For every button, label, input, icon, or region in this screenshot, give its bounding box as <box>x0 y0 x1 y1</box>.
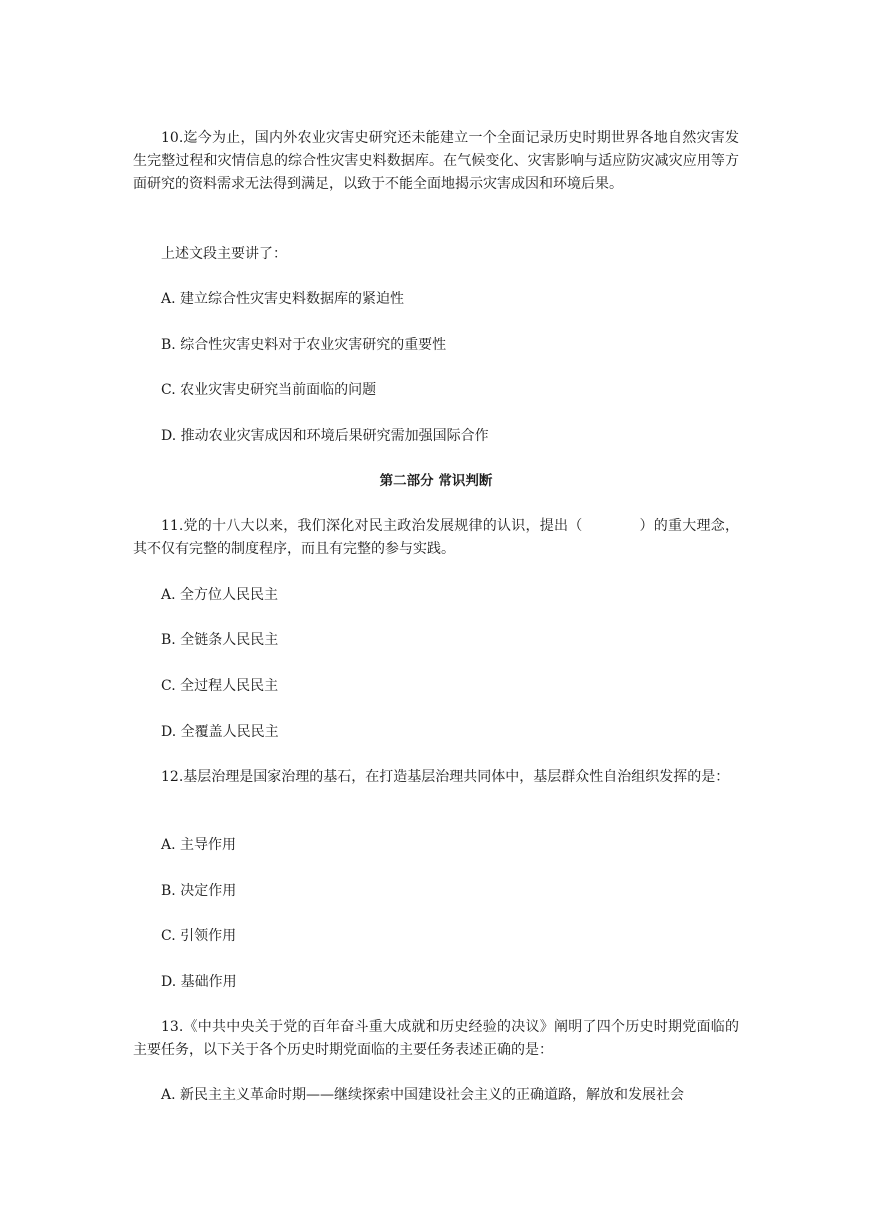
question-13-stem: 13.《中共中央关于党的百年奋斗重大成就和历史经验的决议》阐明了四个历史时期党面临的主要任务，以下关于各个历史时期党面临的主要任务表述正确的是： <box>133 1019 739 1058</box>
question-12-stem: 12.基层治理是国家治理的基石，在打造基层治理共同体中，基层群众性自治组织发挥的是： <box>161 769 730 785</box>
question-12-option-b: B. 决定作用 <box>161 883 237 899</box>
question-11-option-b: B. 全链条人民民主 <box>161 632 279 648</box>
question-10-option-a: A. 建立综合性灾害史料数据库的紧迫性 <box>161 291 405 307</box>
question-10-option-b: B. 综合性灾害史料对于农业灾害研究的重要性 <box>161 337 447 353</box>
question-12-option-c: C. 引领作用 <box>161 928 237 944</box>
question-11-option-a: A. 全方位人民民主 <box>161 587 279 603</box>
question-10-prompt: 上述文段主要讲了： <box>161 246 287 262</box>
question-10-stem: 10.迄今为止，国内外农业灾害史研究还未能建立一个全面记录历史时期世界各地自然灾害发生完整过程和灾情信息的综合性灾害史料数据库。在气候变化、灾害影响与适应防灾减灾应用等方面研究的资料需求无法得到满足，以致于不能全面地揭示灾害成因和环境后果。 <box>133 130 739 192</box>
question-13-option-a: A. 新民主主义革命时期——继续探索中国建设社会主义的正确道路，解放和发展社会 <box>161 1087 685 1103</box>
question-11-stem: 11.党的十八大以来，我们深化对民主政治发展规律的认识，提出（ ）的重大理念，其不仅有完整的制度程序，而且有完整的参与实践。 <box>133 518 739 557</box>
section-heading: 第二部分 常识判断 <box>379 473 493 489</box>
question-11-option-c: C. 全过程人民民主 <box>161 678 279 694</box>
question-10-option-d: D. 推动农业灾害成因和环境后果研究需加强国际合作 <box>161 428 489 444</box>
question-10-option-c: C. 农业灾害史研究当前面临的问题 <box>161 382 377 398</box>
question-12-option-d: D. 基础作用 <box>161 974 237 990</box>
question-12-option-a: A. 主导作用 <box>161 837 237 853</box>
question-11-option-d: D. 全覆盖人民民主 <box>161 724 279 740</box>
